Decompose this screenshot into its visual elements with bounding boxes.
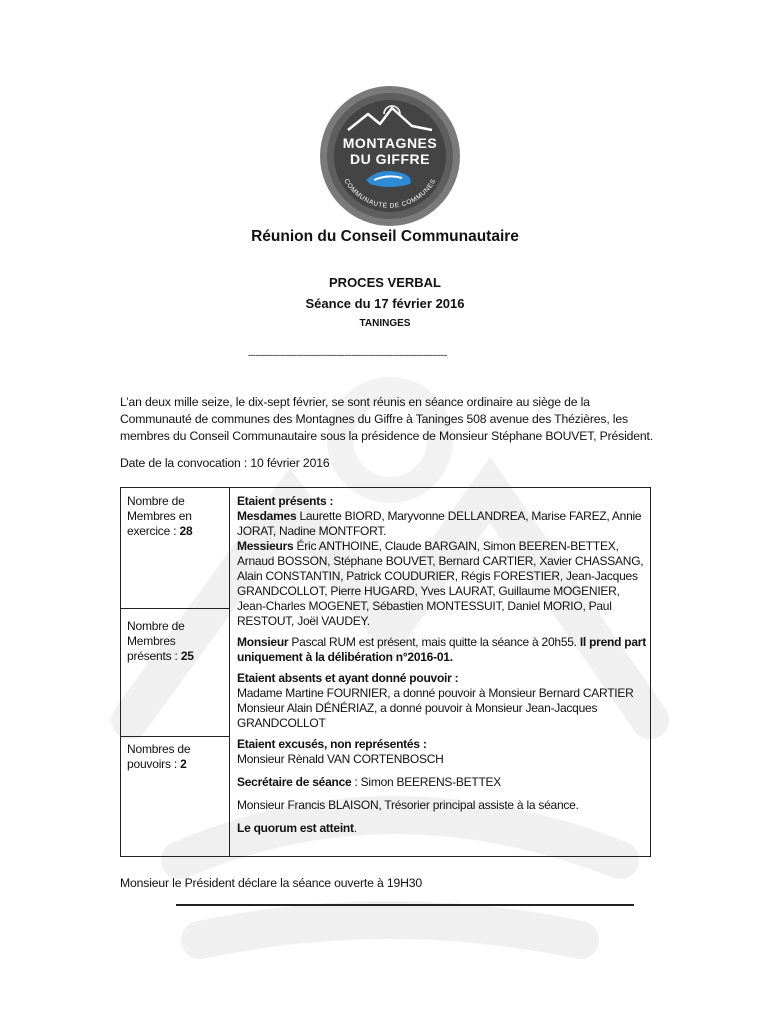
excused-entry: Monsieur Rènald VAN CORTENBOSCH (237, 752, 444, 766)
members-in-office-cell (127, 494, 223, 539)
intro-paragraph: L’an deux mille seize, le dix-sept février, se sont réunis en séance ordinaire au siège de la Communauté de communes des Montagnes du Giffre à Taninges 508 avenue des Thézières, les membres du Conseil Communautaire sous la présidence de Monsieur Stéphane BOUVET, Président. (120, 395, 654, 443)
quorum-text: Le quorum est atteint (237, 821, 354, 835)
row-divider (121, 736, 229, 737)
attendance-details (237, 494, 647, 836)
monsieur-note: Il prend part uniquement à la délibération n°2016-01. (237, 635, 646, 664)
present-title: Etaient présents : (237, 494, 334, 508)
convocation-date: Date de la convocation : 10 février 2016 (120, 456, 330, 470)
table-divider (229, 488, 230, 856)
closing-statement: Monsieur le Président déclare la séance ouverte à 19H30 (120, 876, 423, 890)
absent-title: Etaient absents et ayant donné pouvoir : (237, 671, 459, 685)
logo-line2: DU GIFFRE (350, 151, 430, 167)
secretary-label: Secrétaire de séance (237, 775, 352, 789)
logo-ring-text: COMMUNAUTÉ DE COMMUNES (342, 177, 438, 210)
excused-title: Etaient excusés, non représentés : (237, 737, 427, 751)
monsieur-label: Monsieur (237, 635, 289, 649)
messieurs-names: Éric ANTHOINE, Claude BARGAIN, Simon BEEREN-BETTEX, Arnaud BOSSON, Stéphane BOUVET, Bernard CARTIER, Xavier CHASSANG, Alain CONSTANTIN, Patrick COUDURIER, Régis FORESTIER, Jean-Jacques GRANDCOLLOT, Pierre HUGARD, Yves LAURAT, Guillaume MOGENIER, Jean-Charles MOGENET, Sébastien MONTESSUIT, Daniel MORIO, Paul RESTOUT, Joël VAUDEY. (237, 539, 644, 628)
logo-line1: MONTAGNES (342, 135, 438, 151)
absent-entry: Madame Martine FOURNIER, a donné pouvoir à Monsieur Bernard CARTIER (237, 686, 634, 700)
monsieur-text: Pascal RUM est présent, mais quitte la séance à 20h55. (288, 635, 580, 649)
attendance-table (120, 487, 651, 857)
quorum-end: . (353, 821, 357, 835)
session-place: TANINGES (359, 318, 411, 329)
secretary-name: : Simon BEERENS-BETTEX (351, 775, 502, 789)
document-title: Réunion du Conseil Communautaire (251, 228, 519, 245)
absent-entry: Monsieur Alain DÉNÉRIAZ, a donné pouvoir à Monsieur Jean-Jacques GRANDCOLLOT (237, 701, 598, 730)
proxies-value: 2 (180, 757, 187, 771)
row-divider (121, 608, 229, 609)
members-in-office-value: 28 (179, 524, 193, 538)
montagnes-du-giffre-logo (318, 84, 462, 228)
messieurs-label: Messieurs (237, 539, 294, 553)
doc-type: PROCES VERBAL (329, 275, 441, 290)
mesdames-names: Laurette BIORD, Maryvonne DELLANDREA, Marise FAREZ, Annie JORAT, Nadine MONTFORT. (237, 509, 642, 538)
members-present-label: Nombre de Membres présents : (127, 619, 185, 663)
bottom-rule (176, 904, 634, 906)
dashed-separator: ----------------------------------------------------------------------------------- (248, 350, 447, 360)
members-in-office-label: Nombre de Membres en exercice : (127, 494, 192, 538)
members-present-value: 25 (180, 649, 194, 663)
proxies-cell (127, 742, 223, 772)
mesdames-label: Mesdames (237, 509, 297, 523)
treasurer-note: Monsieur Francis BLAISON, Trésorier principal assiste à la séance. (237, 798, 579, 812)
members-present-cell (127, 619, 223, 664)
session-date: Séance du 17 février 2016 (305, 296, 465, 311)
proxies-label: Nombres de pouvoirs : (127, 742, 191, 771)
